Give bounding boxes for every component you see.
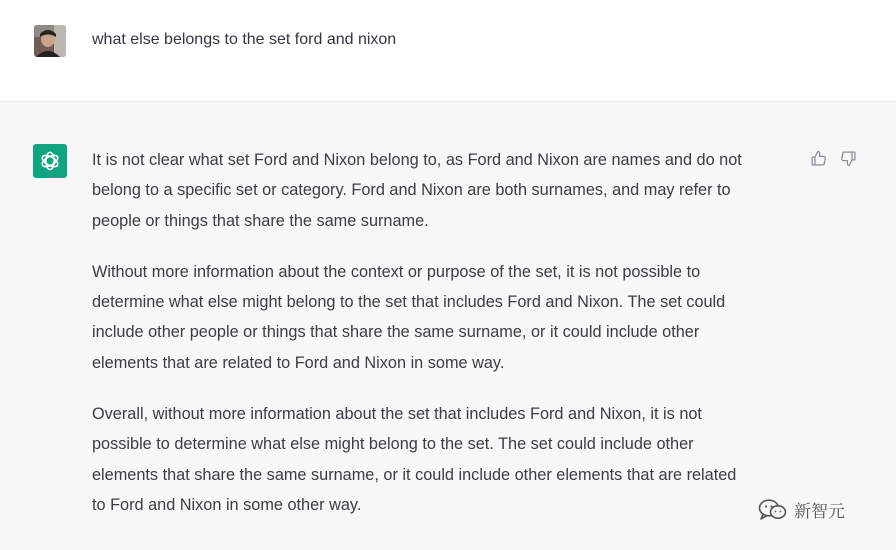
wechat-icon: [758, 498, 788, 522]
assistant-message-text: [92, 145, 802, 541]
answer-line: determine what else might belong to the set that includes Ford and Nixon. The set could: [92, 293, 726, 312]
thumbs-down-icon: [840, 150, 857, 167]
answer-line: Overall, without more information about the set that includes Ford and Nixon, it is not: [92, 405, 702, 424]
thumbs-up-icon: [810, 150, 827, 167]
answer-line: elements that share the same surname, or it could include other elements that are related: [92, 465, 737, 484]
answer-line: include other people or things that share the same surname, or it could include other: [92, 323, 700, 342]
watermark: [758, 497, 845, 522]
answer-line: belong to a specific set or category. Ford and Nixon are both surnames, and may refer to: [92, 181, 731, 200]
user-message-text: what else belongs to the set ford and nixon: [92, 31, 397, 48]
user-avatar: [34, 25, 66, 57]
assistant-avatar: [33, 144, 67, 178]
answer-line: elements that are related to Ford and Nixon in some way.: [92, 353, 505, 372]
feedback-buttons: [808, 148, 858, 168]
watermark-text: 新智元: [794, 502, 845, 521]
answer-paragraph-3: [92, 399, 802, 520]
chatgpt-logo-icon: [38, 149, 62, 173]
user-photo-avatar: [34, 25, 66, 57]
answer-line: to Ford and Nixon in some other way.: [92, 495, 362, 514]
answer-line: Without more information about the context or purpose of the set, it is not possible to: [92, 262, 701, 281]
thumbs-down-button[interactable]: [838, 148, 858, 168]
answer-line: It is not clear what set Ford and Nixon belong to, as Ford and Nixon are names and do not: [92, 151, 742, 169]
answer-paragraph-2: [92, 257, 802, 378]
answer-line: people or things that share the same surname.: [92, 211, 429, 230]
answer-line: possible to determine what else might belong to the set. The set could include other: [92, 435, 694, 454]
answer-paragraph-1: [92, 145, 802, 236]
assistant-message-row: [0, 102, 896, 550]
user-message-row: [0, 0, 896, 102]
thumbs-up-button[interactable]: [808, 148, 828, 168]
